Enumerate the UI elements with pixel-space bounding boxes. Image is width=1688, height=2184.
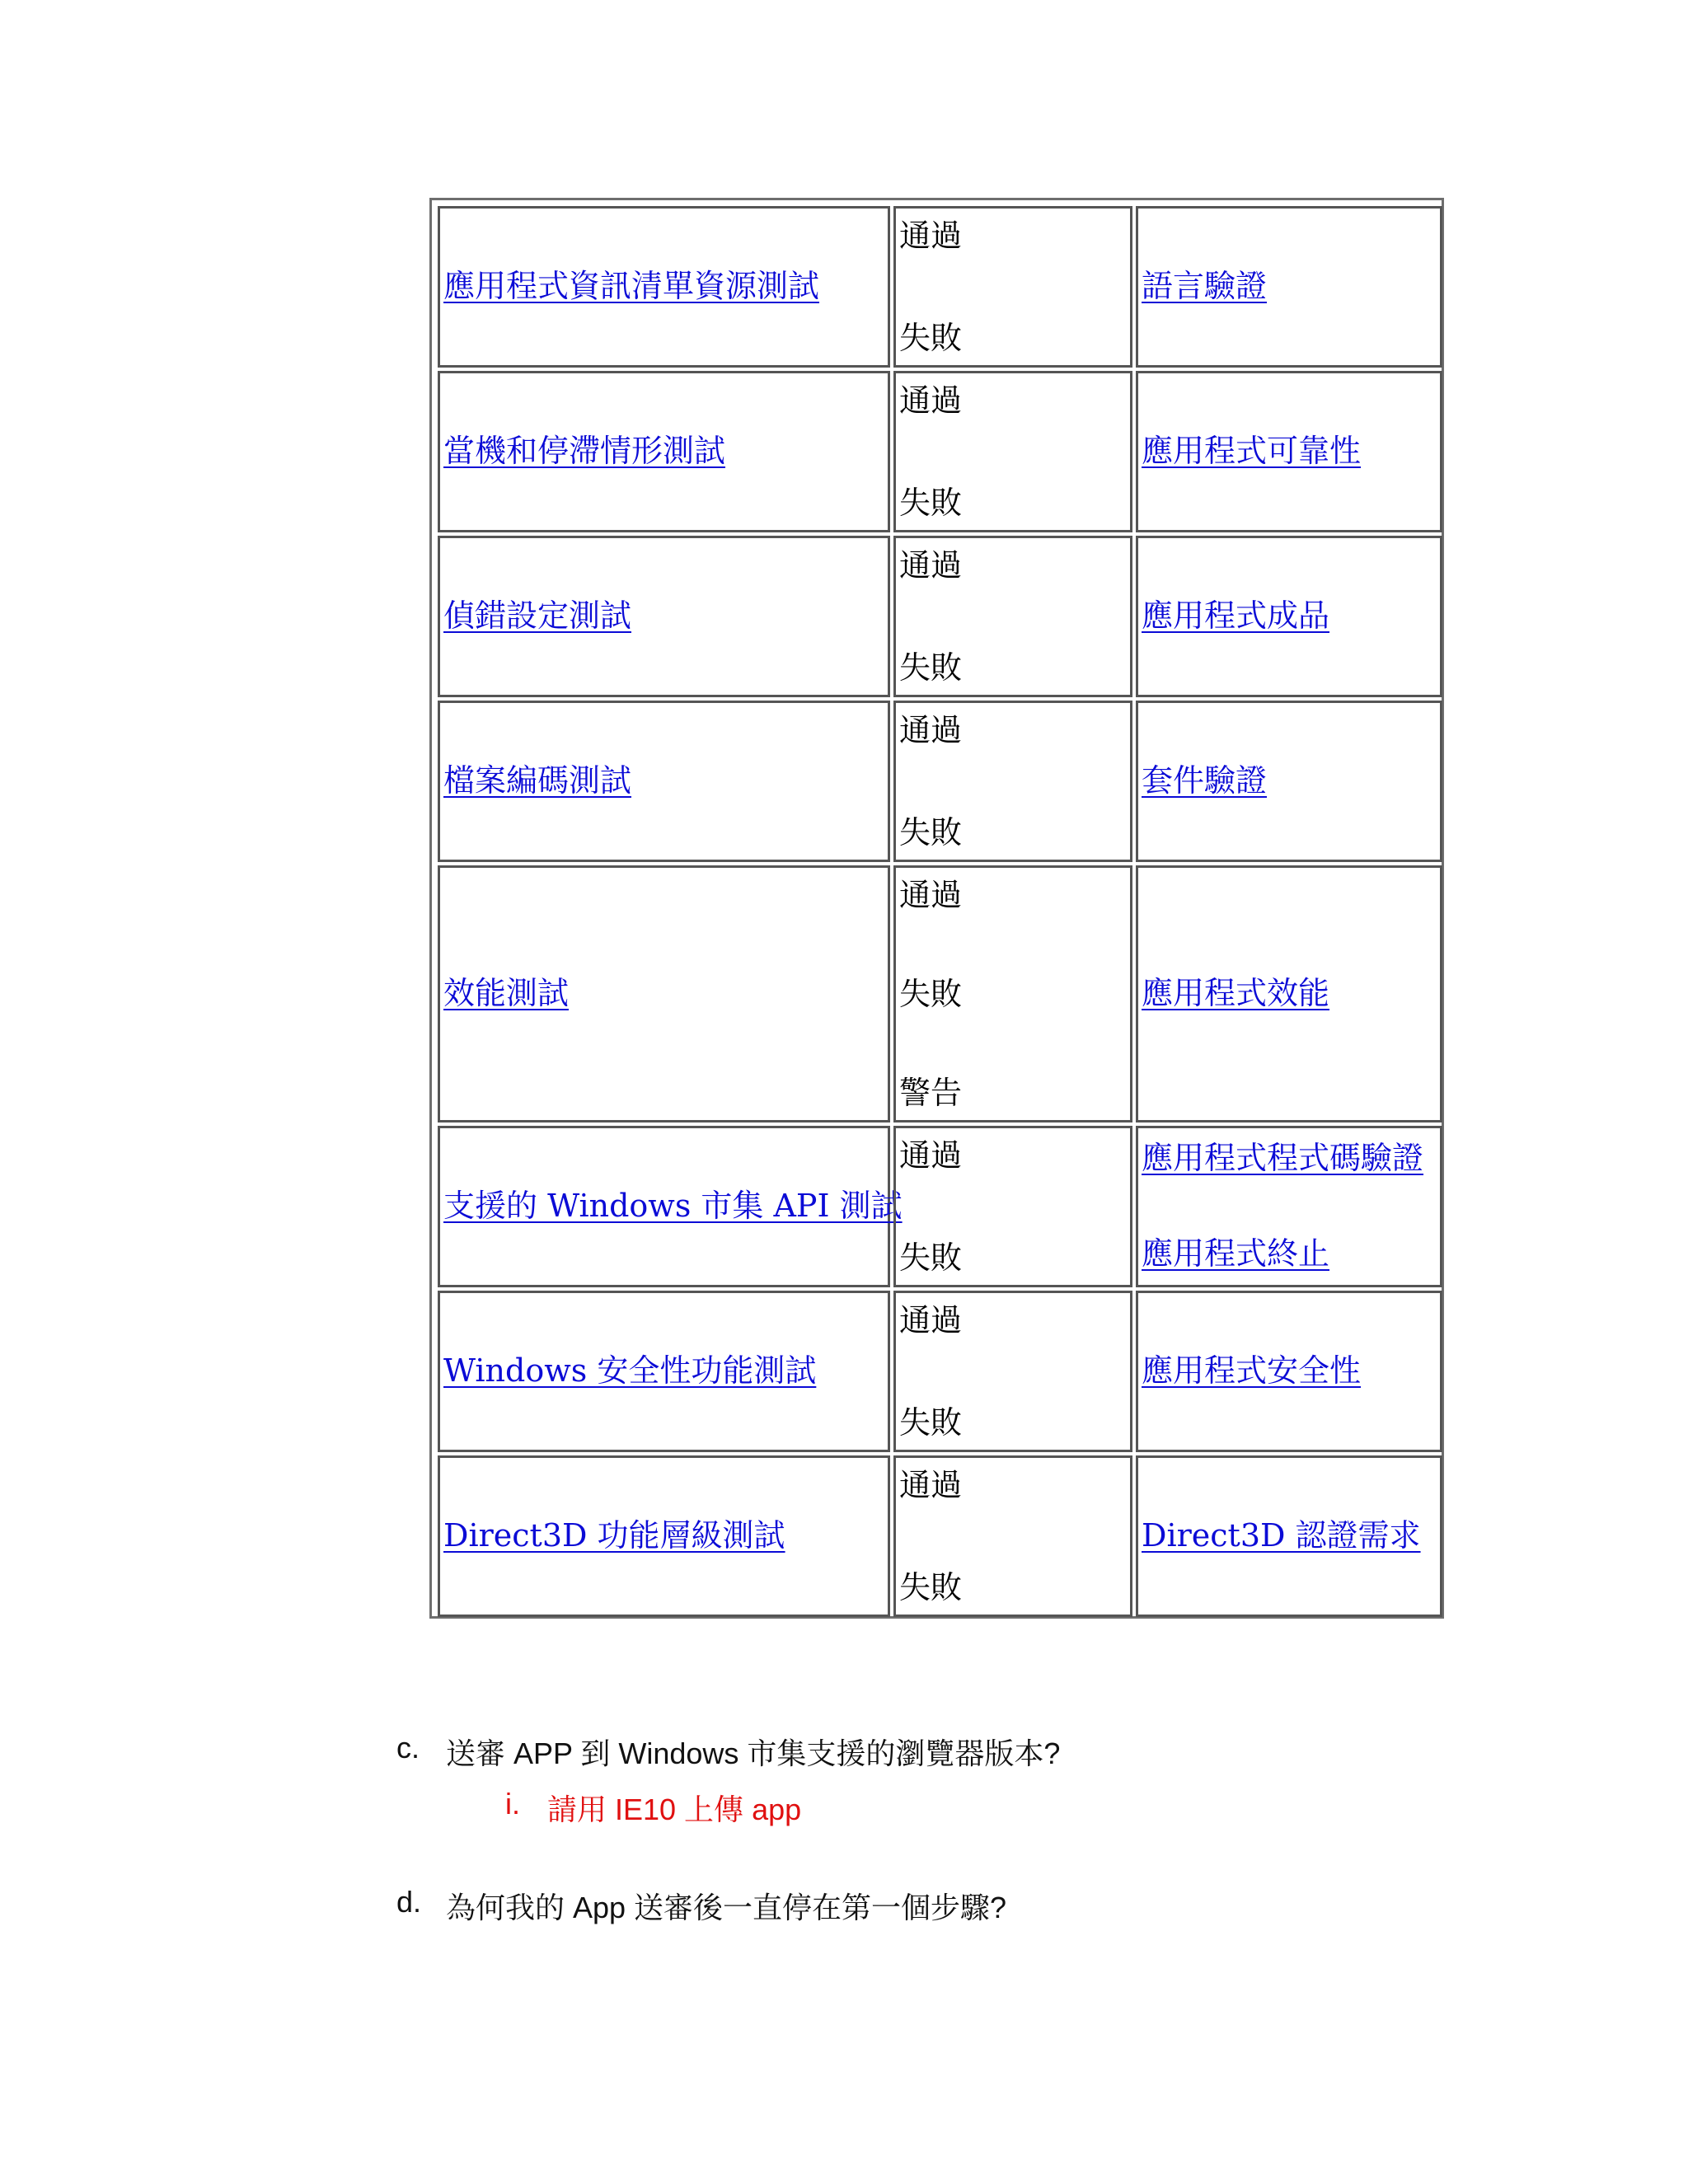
category-cell xyxy=(1136,1291,1442,1452)
category-cell xyxy=(1136,1126,1442,1287)
list-item-d xyxy=(396,1885,1468,1926)
status-fail: 失敗 xyxy=(899,1569,963,1605)
status-fail: 失敗 xyxy=(899,320,963,356)
test-name-cell xyxy=(438,701,890,862)
list-text: 送審 APP 到 Windows 市集支援的瀏覽器版本? xyxy=(446,1736,1061,1770)
category-link[interactable]: 語言驗證 xyxy=(1142,268,1268,305)
status-pass: 通過 xyxy=(899,877,963,913)
test-name-link[interactable]: 當機和停滯情形測試 xyxy=(443,433,726,470)
test-name-link[interactable]: 偵錯設定測試 xyxy=(443,598,632,635)
category-cell xyxy=(1136,206,1442,368)
test-name-cell xyxy=(438,1291,890,1452)
list-item-c xyxy=(396,1731,1468,1772)
status-fail: 失敗 xyxy=(899,1404,963,1441)
results-table-frame xyxy=(429,198,1444,1619)
status-pass: 通過 xyxy=(899,1302,963,1338)
category-link[interactable]: 應用程式安全性 xyxy=(1142,1352,1362,1390)
status-warning: 警告 xyxy=(899,1075,963,1111)
test-name-cell xyxy=(438,536,890,697)
test-name-cell xyxy=(438,206,890,368)
status-fail: 失敗 xyxy=(899,485,963,521)
test-name-link[interactable]: Direct3D 功能層級測試 xyxy=(443,1517,785,1554)
test-name-link[interactable]: 效能測試 xyxy=(443,975,570,1012)
table-row xyxy=(438,1291,1442,1452)
table-row xyxy=(438,206,1442,368)
status-fail: 失敗 xyxy=(899,976,963,1012)
status-cell xyxy=(893,1126,1132,1287)
status-pass: 通過 xyxy=(899,1467,963,1503)
status-cell xyxy=(893,1291,1132,1452)
table-row xyxy=(438,1455,1442,1617)
test-name-cell xyxy=(438,371,890,532)
list-marker: c. xyxy=(396,1731,420,1765)
category-cell xyxy=(1136,865,1442,1122)
status-pass: 通過 xyxy=(899,218,963,254)
status-cell xyxy=(893,536,1132,697)
test-name-cell xyxy=(438,1455,890,1617)
test-name-cell xyxy=(438,865,890,1122)
test-name-link[interactable]: 支援的 Windows 市集 API 測試 xyxy=(443,1188,903,1225)
status-pass: 通過 xyxy=(899,1137,963,1174)
category-link[interactable]: 應用程式效能 xyxy=(1142,975,1330,1012)
category-link[interactable]: 應用程式可靠性 xyxy=(1142,433,1362,470)
table-row xyxy=(438,701,1442,862)
category-link[interactable]: 套件驗證 xyxy=(1142,762,1268,799)
table-row xyxy=(438,536,1442,697)
list-text: 請用 IE10 上傳 app xyxy=(547,1793,802,1826)
list-marker: d. xyxy=(396,1885,422,1919)
status-cell xyxy=(893,865,1132,1122)
category-link[interactable]: 應用程式程式碼驗證 xyxy=(1142,1140,1424,1176)
test-name-link[interactable]: Windows 安全性功能測試 xyxy=(443,1352,817,1390)
status-cell xyxy=(893,206,1132,368)
category-link[interactable]: 應用程式終止 xyxy=(1142,1235,1330,1272)
test-name-link[interactable]: 檔案編碼測試 xyxy=(443,762,632,799)
category-link[interactable]: 應用程式成品 xyxy=(1142,598,1330,635)
category-cell xyxy=(1136,701,1442,862)
list-text: 為何我的 App 送審後一直停在第一個步驟? xyxy=(446,1891,1007,1924)
certification-results-table xyxy=(434,203,1446,1620)
status-cell xyxy=(893,1455,1132,1617)
status-cell xyxy=(893,371,1132,532)
list-marker: i. xyxy=(505,1787,520,1821)
table-row xyxy=(438,865,1442,1122)
table-row xyxy=(438,371,1442,532)
status-fail: 失敗 xyxy=(899,649,963,686)
category-link[interactable]: Direct3D 認證需求 xyxy=(1142,1517,1421,1554)
list-item-c-i xyxy=(505,1787,1247,1828)
test-name-cell xyxy=(438,1126,903,1287)
status-pass: 通過 xyxy=(899,382,963,419)
status-fail: 失敗 xyxy=(899,1240,963,1276)
status-cell xyxy=(893,701,1132,862)
status-pass: 通過 xyxy=(899,547,963,583)
category-cell xyxy=(1136,536,1442,697)
status-pass: 通過 xyxy=(899,712,963,748)
status-fail: 失敗 xyxy=(899,814,963,851)
category-cell xyxy=(1136,371,1442,532)
test-name-link[interactable]: 應用程式資訊清單資源測試 xyxy=(443,268,820,305)
category-cell xyxy=(1136,1455,1442,1617)
table-row xyxy=(438,1126,1442,1287)
